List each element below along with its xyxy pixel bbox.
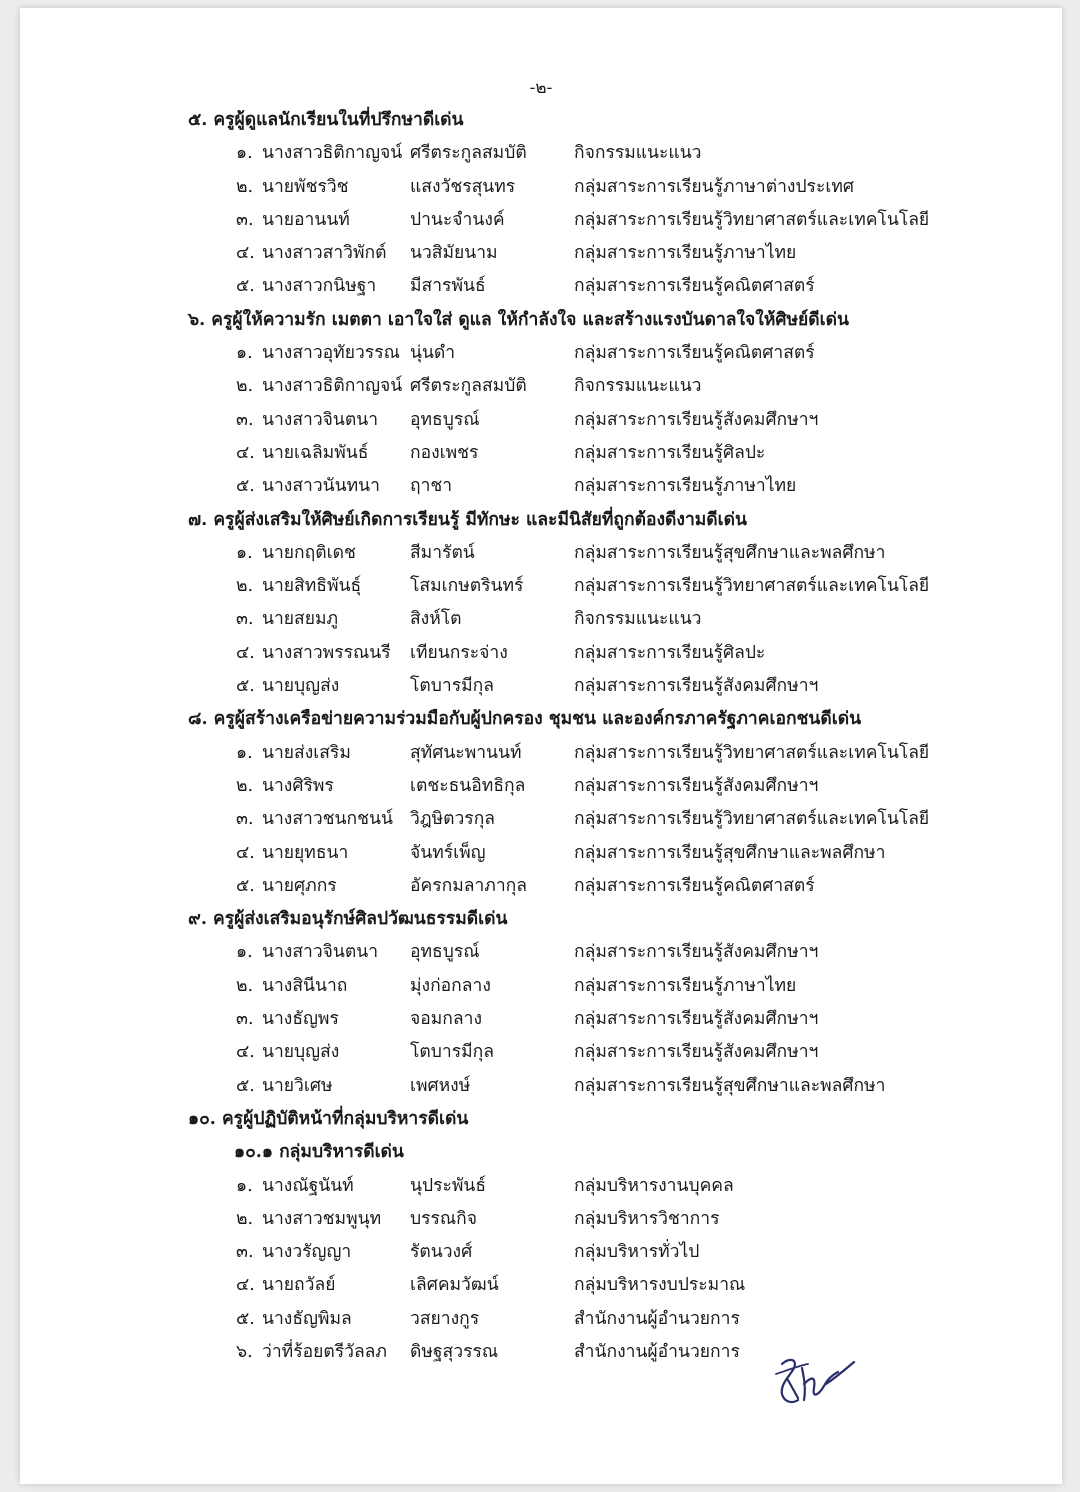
department: กลุ่มสาระการเรียนรู้สุขศึกษาและพลศึกษา (574, 842, 886, 863)
first-name: นายบุญส่ง (262, 1042, 340, 1063)
last-name: แสงวัชรสุนทร (410, 176, 516, 197)
last-name: ดิษฐสุวรรณ (410, 1341, 499, 1362)
last-name: อุทธบูรณ์ (410, 942, 480, 963)
first-name: นางสาวจินตนา (262, 409, 379, 430)
list-item (188, 670, 948, 703)
department: กลุ่มสาระการเรียนรู้สุขศึกษาและพลศึกษา (574, 1075, 886, 1096)
department: กลุ่มสาระการเรียนรู้สังคมศึกษาฯ (574, 1009, 819, 1030)
item-number: ๑. (236, 343, 253, 364)
department: กลุ่มสาระการเรียนรู้คณิตศาสตร์ (574, 875, 815, 896)
list-item (188, 770, 948, 803)
department: กลุ่มสาระการเรียนรู้ภาษาต่างประเทศ (574, 176, 854, 197)
first-name: นางสินีนาถ (262, 975, 348, 996)
first-name: นายสยมภู (262, 609, 339, 630)
list-item (188, 970, 948, 1003)
department: กลุ่มสาระการเรียนรู้วิทยาศาสตร์และเทคโนโลยี (574, 576, 930, 597)
sub-heading: ๑๐.๑ กลุ่มบริหารดีเด่น (234, 1142, 404, 1163)
first-name: นายบุญส่ง (262, 676, 340, 697)
item-number: ๔. (236, 1275, 255, 1296)
department: กลุ่มสาระการเรียนรู้ภาษาไทย (574, 243, 797, 264)
department: กลุ่มบริหารงบประมาณ (574, 1275, 746, 1296)
last-name: โสมเกษตรินทร์ (410, 576, 524, 597)
first-name: นายวิเศษ (262, 1075, 333, 1096)
item-number: ๕. (236, 875, 255, 896)
last-name: นวสิมัยนาม (410, 243, 498, 264)
item-number: ๔. (236, 442, 255, 463)
item-number: ๖. (236, 1341, 253, 1362)
last-name: ฤาชา (410, 476, 453, 497)
item-number: ๓. (236, 809, 254, 830)
item-number: ๕. (236, 1308, 255, 1329)
first-name: นายกฤติเดช (262, 542, 356, 563)
last-name: วสยางกูร (410, 1308, 480, 1329)
department: กลุ่มสาระการเรียนรู้คณิตศาสตร์ (574, 343, 815, 364)
award-list (188, 104, 948, 1369)
item-number: ๔. (236, 842, 255, 863)
item-number: ๓. (236, 609, 254, 630)
department: กลุ่มสาระการเรียนรู้สังคมศึกษาฯ (574, 1042, 819, 1063)
first-name: นายส่งเสริม (262, 742, 351, 763)
department: กลุ่มสาระการเรียนรู้สังคมศึกษาฯ (574, 409, 819, 430)
item-number: ๑. (236, 1175, 253, 1196)
list-item (188, 171, 948, 204)
first-name: นายสิทธิพันธุ์ (262, 576, 362, 597)
list-item (188, 637, 948, 670)
first-name: นางสาวชนกชนน์ (262, 809, 393, 830)
department: กิจกรรมแนะแนว (574, 143, 702, 164)
item-number: ๔. (236, 243, 255, 264)
last-name: โตบารมีกุล (410, 1042, 494, 1063)
department: กลุ่มสาระการเรียนรู้ศิลปะ (574, 642, 766, 663)
first-name: นางสาวอุทัยวรรณ (262, 343, 400, 364)
first-name: นายพัชรวิช (262, 176, 349, 197)
department: กลุ่มสาระการเรียนรู้วิทยาศาสตร์และเทคโนโลยี (574, 742, 930, 763)
department: กลุ่มบริหารทั่วไป (574, 1242, 700, 1263)
department: กลุ่มบริหารวิชาการ (574, 1208, 720, 1229)
list-item (188, 870, 948, 903)
list-item (188, 437, 948, 470)
page-number: -๒- (529, 78, 553, 98)
item-number: ๓. (236, 409, 254, 430)
last-name: เลิศคมวัฒน์ (410, 1275, 499, 1296)
list-item (188, 1303, 948, 1336)
first-name: นายศุภกร (262, 875, 337, 896)
last-name: สีมารัตน์ (410, 542, 475, 563)
last-name: นุประพันธ์ (410, 1175, 487, 1196)
item-number: ๕. (236, 276, 255, 297)
list-item (188, 603, 948, 636)
first-name: นางวรัญญา (262, 1242, 352, 1263)
department: กลุ่มสาระการเรียนรู้สุขศึกษาและพลศึกษา (574, 542, 886, 563)
section-heading: ๙. ครูผู้ส่งเสริมอนุรักษ์ศิลปวัฒนธรรมดีเด่น (188, 909, 508, 930)
item-number: ๑. (236, 942, 253, 963)
list-item (188, 1203, 948, 1236)
department: กลุ่มบริหารงานบุคคล (574, 1175, 734, 1196)
department: กลุ่มสาระการเรียนรู้ภาษาไทย (574, 476, 797, 497)
last-name: อัครกมลาภากุล (410, 875, 527, 896)
item-number: ๒. (236, 1208, 254, 1229)
list-item (188, 1036, 948, 1069)
department: กลุ่มสาระการเรียนรู้วิทยาศาสตร์และเทคโนโลยี (574, 209, 930, 230)
first-name: นายยุทธนา (262, 842, 349, 863)
department: กลุ่มสาระการเรียนรู้สังคมศึกษาฯ (574, 942, 819, 963)
last-name: เพศหงษ์ (410, 1075, 471, 1096)
last-name: วิฎษิตวรกุล (410, 809, 496, 830)
last-name: ปานะจำนงค์ (410, 209, 505, 230)
item-number: ๓. (236, 209, 254, 230)
list-item (188, 837, 948, 870)
last-name: ศรีตระกูลสมบัติ (410, 143, 527, 164)
document-page (20, 8, 1062, 1484)
department: กลุ่มสาระการเรียนรู้ศิลปะ (574, 442, 766, 463)
first-name: นางศิริพร (262, 775, 334, 796)
last-name: โตบารมีกุล (410, 676, 494, 697)
department: กิจกรรมแนะแนว (574, 376, 702, 397)
department: กิจกรรมแนะแนว (574, 609, 702, 630)
list-item (188, 936, 948, 969)
item-number: ๒. (236, 775, 254, 796)
section-heading: ๘. ครูผู้สร้างเครือข่ายความร่วมมือกับผู้ปกครอง ชุมชน และองค์กรภาครัฐภาคเอกชนดีเด่น (188, 709, 862, 730)
department: กลุ่มสาระการเรียนรู้สังคมศึกษาฯ (574, 676, 819, 697)
first-name: นางสาวจินตนา (262, 942, 379, 963)
list-item (188, 204, 948, 237)
list-item (188, 370, 948, 403)
first-name: นางสาวชมพูนุท (262, 1208, 382, 1229)
department: กลุ่มสาระการเรียนรู้คณิตศาสตร์ (574, 276, 815, 297)
list-item (188, 1070, 948, 1103)
last-name: ศรีตระกูลสมบัติ (410, 376, 527, 397)
first-name: นางสาวนันทนา (262, 476, 380, 497)
first-name: นางสาวพรรณนรี (262, 642, 391, 663)
last-name: กองเพชร (410, 442, 479, 463)
section-heading: ๕. ครูผู้ดูแลนักเรียนในที่ปรึกษาดีเด่น (188, 110, 464, 130)
item-number: ๔. (236, 1042, 255, 1063)
item-number: ๕. (236, 1075, 255, 1096)
list-item (188, 803, 948, 836)
first-name: นางธัญพร (262, 1009, 339, 1030)
last-name: รัตนวงศ์ (410, 1242, 473, 1263)
list-item (188, 137, 948, 170)
section-heading: ๗. ครูผู้ส่งเสริมให้ศิษย์เกิดการเรียนรู้ มีทักษะ และมีนิสัยที่ถูกต้องดีงามดีเด่น (188, 509, 747, 530)
last-name: อุทธบูรณ์ (410, 409, 480, 430)
first-name: นายเฉลิมพันธ์ (262, 442, 369, 463)
first-name: นางธัญพิมล (262, 1308, 352, 1329)
item-number: ๓. (236, 1009, 254, 1030)
list-item (188, 470, 948, 503)
last-name: บรรณกิจ (410, 1208, 477, 1229)
item-number: ๒. (236, 176, 254, 197)
list-item (188, 1236, 948, 1269)
list-item (188, 337, 948, 370)
list-item (188, 1269, 948, 1302)
first-name: ว่าที่ร้อยตรีวัลลภ (262, 1341, 387, 1362)
item-number: ๕. (236, 476, 255, 497)
handwritten-signature (768, 1344, 868, 1414)
item-number: ๑. (236, 742, 253, 763)
item-number: ๒. (236, 576, 254, 597)
first-name: นางสาวธิติกาญจน์ (262, 143, 403, 164)
item-number: ๒. (236, 975, 254, 996)
list-item (188, 270, 948, 303)
department: กลุ่มสาระการเรียนรู้ภาษาไทย (574, 975, 797, 996)
first-name: นางสาวธิติกาญจน์ (262, 376, 403, 397)
list-item (188, 570, 948, 603)
department: กลุ่มสาระการเรียนรู้วิทยาศาสตร์และเทคโนโลยี (574, 809, 930, 830)
first-name: นางสาวกนิษฐา (262, 276, 377, 297)
last-name: มีสารพันธ์ (410, 276, 486, 297)
department: สำนักงานผู้อำนวยการ (574, 1308, 740, 1329)
list-item (188, 537, 948, 570)
list-item (188, 404, 948, 437)
last-name: จันทร์เพ็ญ (410, 842, 486, 863)
first-name: นายถวัลย์ (262, 1275, 336, 1296)
item-number: ๕. (236, 676, 255, 697)
item-number: ๔. (236, 642, 255, 663)
last-name: นุ่นดำ (410, 343, 456, 364)
last-name: มุ่งก่อกลาง (410, 975, 491, 996)
item-number: ๒. (236, 376, 254, 397)
last-name: เตชะธนอิทธิกุล (410, 775, 526, 796)
section-heading: ๖. ครูผู้ให้ความรัก เมตตา เอาใจใส่ ดูแล ให้กำลังใจ และสร้างแรงบันดาลใจให้ศิษย์ดีเด่น (188, 309, 849, 330)
item-number: ๑. (236, 542, 253, 563)
last-name: สุทัศนะพานนท์ (410, 742, 522, 763)
list-item (188, 237, 948, 270)
first-name: นางสาวสาวิพักต์ (262, 243, 387, 264)
item-number: ๑. (236, 143, 253, 164)
first-name: นายอานนท์ (262, 209, 350, 230)
section-heading: ๑๐. ครูผู้ปฏิบัติหน้าที่กลุ่มบริหารดีเด่น (188, 1108, 469, 1129)
list-item (188, 1170, 948, 1203)
last-name: จอมกลาง (410, 1009, 482, 1030)
department: สำนักงานผู้อำนวยการ (574, 1341, 740, 1362)
list-item (188, 737, 948, 770)
last-name: สิงห์โต (410, 609, 462, 630)
first-name: นางณัฐนันท์ (262, 1175, 354, 1196)
last-name: เทียนกระจ่าง (410, 642, 508, 663)
department: กลุ่มสาระการเรียนรู้สังคมศึกษาฯ (574, 775, 819, 796)
item-number: ๓. (236, 1242, 254, 1263)
list-item (188, 1003, 948, 1036)
